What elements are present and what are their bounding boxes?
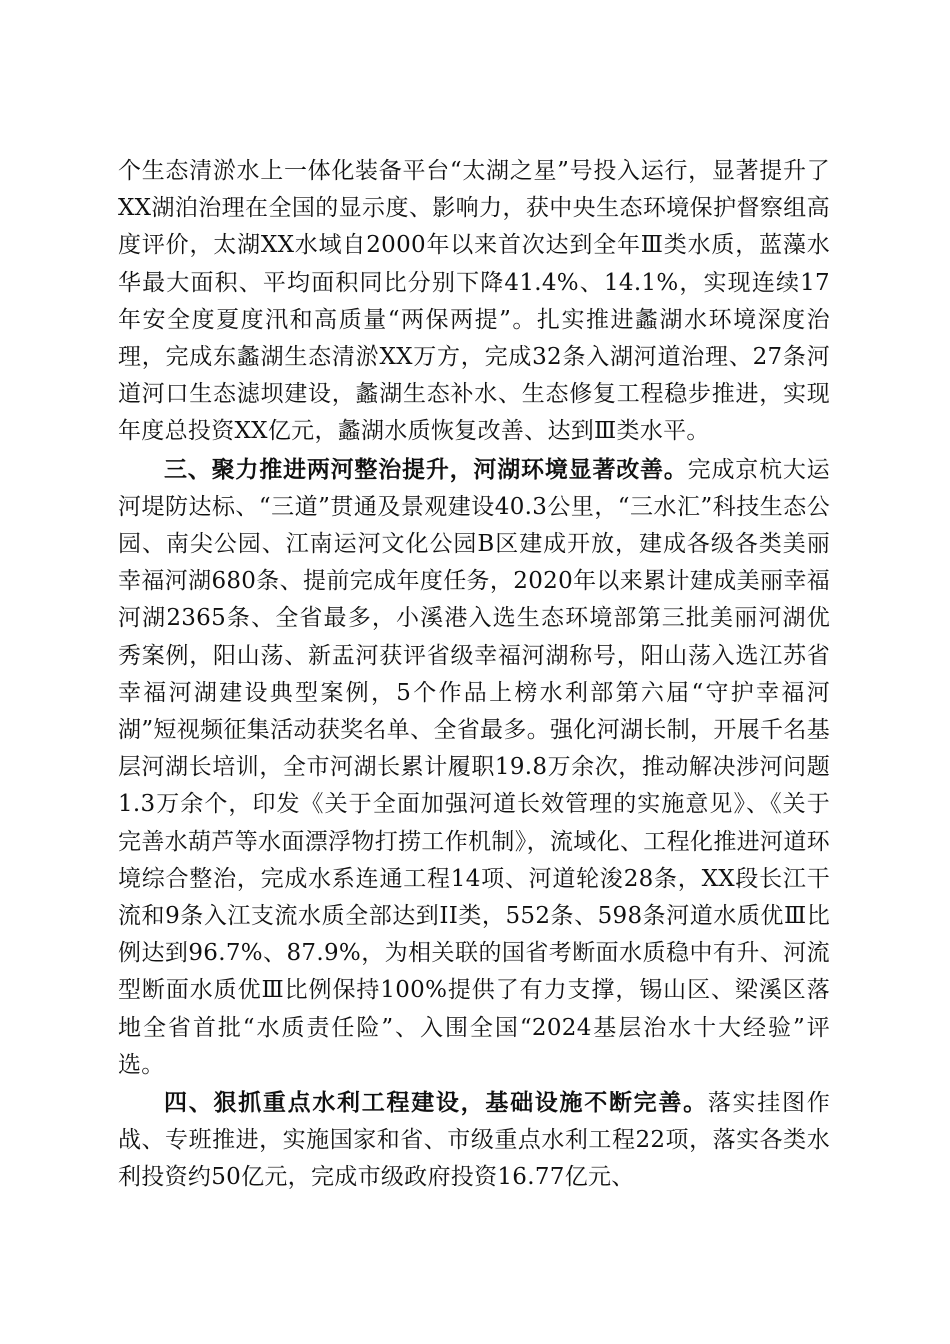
paragraph-text: 个生态清淤水上一体化装备平台“太湖之星”号投入运行，显著提升了XX湖泊治理在全国的显示度、影响力，获中央生态环境保护督察组高度评价，太湖XX水域自2000年以来首次达到全年Ⅲ类水质，蓝藻水华最大面积、平均面积同比分别下降41.4%、14.1%，实现连续17年安全度夏度汛和高质量“两保两提”。扎实推进蠡湖水环境深度治理，完成东蠡湖生态清淤XX万方，完成32条入湖河道治理、27条河道河口生态滤坝建设，蠡湖生态补水、生态修复工程稳步推进，实现年度总投资XX亿元，蠡湖水质恢复改善、达到Ⅲ类水平。 — [118, 158, 830, 445]
paragraph-section-4 — [118, 1084, 830, 1197]
paragraph-continuation — [118, 153, 830, 451]
paragraph-text: 落实挂图作战、专班推进，实施国家和省、市级重点水利工程22项，落实各类水利投资约50亿元，完成市级政府投资16.77亿元、 — [118, 1090, 831, 1191]
document-body — [118, 153, 830, 1197]
paragraph-section-3 — [118, 451, 830, 1084]
section-heading: 三、聚力推进两河整治提升，河湖环境显著改善。 — [164, 455, 688, 483]
paragraph-text: 完成京杭大运河堤防达标、“三道”贯通及景观建设40.3公里，“三水汇”科技生态公园、南尖公园、江南运河文化公园B区建成开放，建成各级各类美丽幸福河湖680条、提前完成年度任务，2020年以来累计建成美丽幸福河湖2365条、全省最多，小溪港入选生态环境部第三批美丽河湖优秀案例，阳山荡、新盂河获评省级幸福河湖称号，阳山荡入选江苏省幸福河湖建设典型案例，5个作品上榜水利部第六届“守护幸福河湖”短视频征集活动获奖名单、全省最多。强化河湖长制，开展千名基层河湖长培训，全市河湖长累计履职19.8万余次，推动解决涉河问题1.3万余个，印发《关于全面加强河道长效管理的实施意见》、《关于完善水葫芦等水面漂浮物打捞工作机制》，流域化、工程化推进河道环境综合整治，完成水系连通工程14项、河道轮浚28条，XX段长江干流和9条入江支流水质全部达到II类，552条、598条河道水质优Ⅲ比例达到96.7%、87.9%，为相关联的国省考断面水质稳中有升、河流型断面水质优Ⅲ比例保持100%提供了有力支撑，锡山区、梁溪区落地全省首批“水质责任险”、入围全国“2024基层治水十大经验”评选。 — [118, 456, 830, 1078]
section-heading: 四、狠抓重点水利工程建设，基础设施不断完善。 — [164, 1089, 708, 1117]
